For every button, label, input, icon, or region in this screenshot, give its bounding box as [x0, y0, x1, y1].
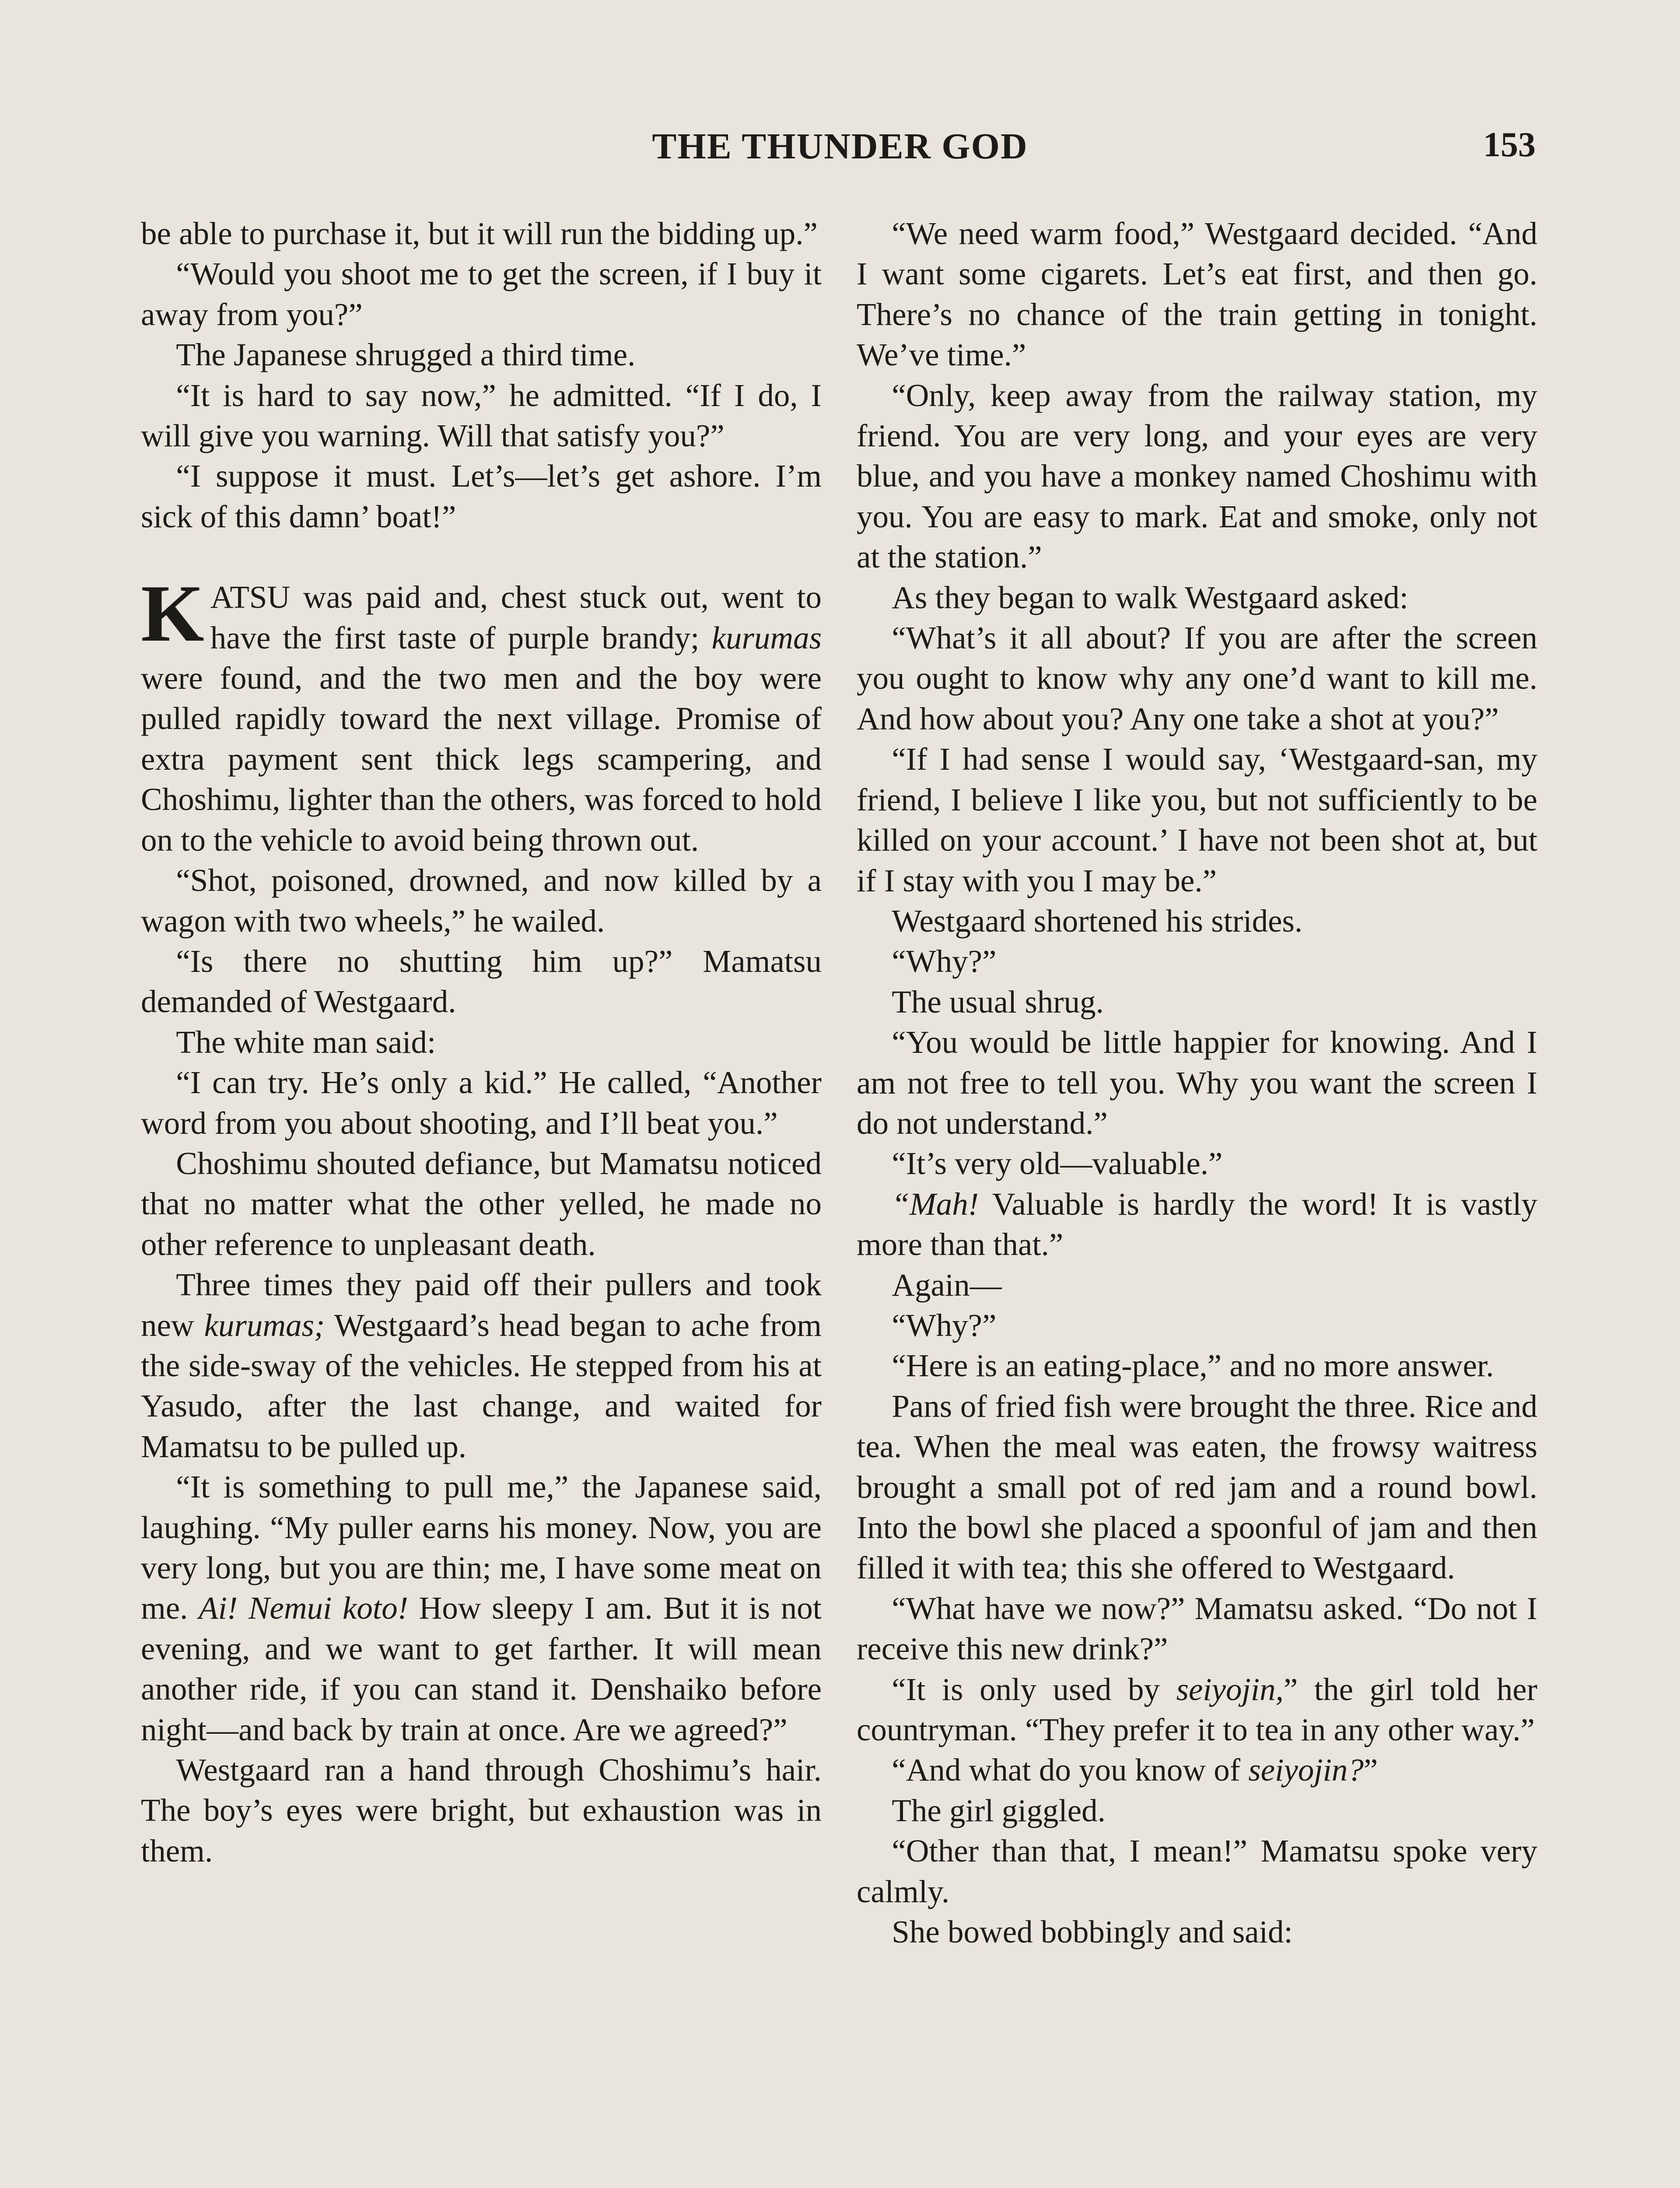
paragraph: “Other than that, I mean!” Mamatsu spoke very calmly. — [857, 1833, 1537, 1909]
paragraph: “We need warm food,” Westgaard decided. “And I want some cigarets. Let’s eat first, and then go. There’s no chance of the train getting in tonight. We’ve time.” — [857, 216, 1537, 373]
italic-word: seiyojin? — [1248, 1752, 1364, 1788]
text-run: How sleepy I am. But it is not evening, and we want to get farther. It will mean another ride, if you can stand it. Denshaiko before night—and back by train at once. Are we agreed?” — [141, 1590, 822, 1747]
paragraph — [141, 1467, 822, 1750]
text-run: ” — [1363, 1752, 1378, 1788]
paragraph: “You would be little happier for knowing. And I am not free to tell you. Why you want the screen I do not understand.” — [857, 1024, 1537, 1141]
text-run: Westgaard’s head began to ache from the side-sway of the vehicles. He stepped from his at Yasudo, after the last change, and waited for Mamatsu to be pulled up. — [141, 1307, 822, 1464]
paragraph: “Is there no shutting him up?” Mamatsu demanded of Westgaard. — [141, 943, 822, 1020]
paragraph: She bowed bobbingly and said: — [892, 1914, 1293, 1950]
italic-word: seiyojin, — [1176, 1671, 1284, 1707]
paragraph — [857, 1184, 1537, 1265]
paragraph — [141, 1265, 822, 1467]
drop-cap: K — [141, 568, 204, 659]
text-run: “And what do you know of — [892, 1752, 1249, 1788]
paragraph: Choshimu shouted defiance, but Mamatsu noticed that no matter what the other yelled, he made no other reference to unpleasant death. — [141, 1145, 822, 1262]
text-run: were found, and the two men and the boy were pulled rapidly toward the next village. Promise of extra payment sent thick legs scampering, and Choshimu, lighter than the others, was forced to hold on to the vehicle to avoid being thrown out. — [141, 660, 822, 858]
paragraph: As they began to walk Westgaard asked: — [892, 579, 1409, 615]
paragraph: Westgaard shortened his strides. — [892, 903, 1303, 939]
paragraph: be able to purchase it, but it will run the bidding up.” — [141, 216, 818, 251]
text-run: Valuable is hardly the word! It is vastly more than that.” — [857, 1186, 1537, 1262]
running-title: THE THUNDER GOD — [652, 126, 1028, 167]
paragraph: “I can try. He’s only a kid.” He called, “Another word from you about shooting, and I’ll beat you.” — [141, 1065, 822, 1141]
text-run: Three times they paid off their pullers and took new — [141, 1267, 822, 1343]
text-run: ATSU was paid and, chest stuck out, went to have the first taste of purple brandy; — [210, 579, 822, 656]
italic-word: kurumas; — [204, 1307, 325, 1343]
paragraph: “It is hard to say now,” he admitted. “If I do, I will give you warning. Will that satisfy you?” — [141, 377, 822, 454]
paragraph: “I suppose it must. Let’s—let’s get ashore. I’m sick of this damn’ boat!” — [141, 458, 822, 534]
italic-word: kurumas — [711, 620, 822, 656]
paragraph: “It’s very old—valuable.” — [892, 1146, 1223, 1182]
page-number: 153 — [1483, 126, 1536, 164]
paragraph: The girl giggled. — [892, 1792, 1106, 1828]
paragraph: The Japanese shrugged a third time. — [176, 337, 636, 373]
italic-phrase: Ai! Nemui koto! — [199, 1590, 409, 1626]
italic-word: “Mah! — [892, 1186, 979, 1222]
paragraph: “What’s it all about? If you are after the screen you ought to know why any one’d want to kill me. And how about you? Any one take a shot at you?” — [857, 620, 1537, 736]
paragraph — [857, 1669, 1537, 1750]
right-column — [857, 214, 1537, 1952]
section-opening-paragraph — [141, 568, 822, 860]
paragraph: “Shot, poisoned, drowned, and now killed by a wagon with two wheels,” he wailed. — [141, 863, 822, 939]
paragraph: “If I had sense I would say, ‘Westgaard-san, my friend, I believe I like you, but not sufficiently to be killed on your account.’ I have not been shot at, but if I stay with you I may be.” — [857, 741, 1537, 898]
paragraph: “Here is an eating-place,” and no more answer. — [892, 1348, 1494, 1384]
paragraph: The usual shrug. — [892, 984, 1104, 1020]
paragraph: Pans of fried fish were brought the three. Rice and tea. When the meal was eaten, the frowsy waitress brought a small pot of red jam and a round bowl. Into the bowl she placed a spoonful of jam and then filled it with tea; this she offered to Westgaard. — [857, 1388, 1537, 1586]
paragraph: “Only, keep away from the railway station, my friend. You are very long, and your eyes are very blue, and you have a monkey named Choshimu with you. You are easy to mark. Eat and smoke, only not at the station.” — [857, 377, 1537, 575]
left-column — [141, 214, 822, 1871]
text-run: ” the girl told her countryman. “They prefer it to tea in any other way.” — [857, 1671, 1537, 1748]
paragraph: “Would you shoot me to get the screen, if I buy it away from you?” — [141, 256, 822, 332]
paragraph: “Why?” — [892, 1307, 997, 1343]
text-run: “It is something to pull me,” the Japanese said, laughing. “My puller earns his money. Now, you are very long, but you are thin; me, I have some meat on me. — [141, 1469, 822, 1626]
paragraph: Again— — [892, 1267, 1002, 1303]
paragraph: “What have we now?” Mamatsu asked. “Do not I receive this new drink?” — [857, 1590, 1537, 1667]
paragraph: “Why?” — [892, 943, 997, 979]
paragraph: Westgaard ran a hand through Choshimu’s hair. The boy’s eyes were bright, but exhaustion was in them. — [141, 1752, 822, 1869]
paragraph: The white man said: — [176, 1024, 436, 1060]
paragraph — [857, 1750, 1537, 1790]
text-run: “It is only used by — [892, 1671, 1176, 1707]
